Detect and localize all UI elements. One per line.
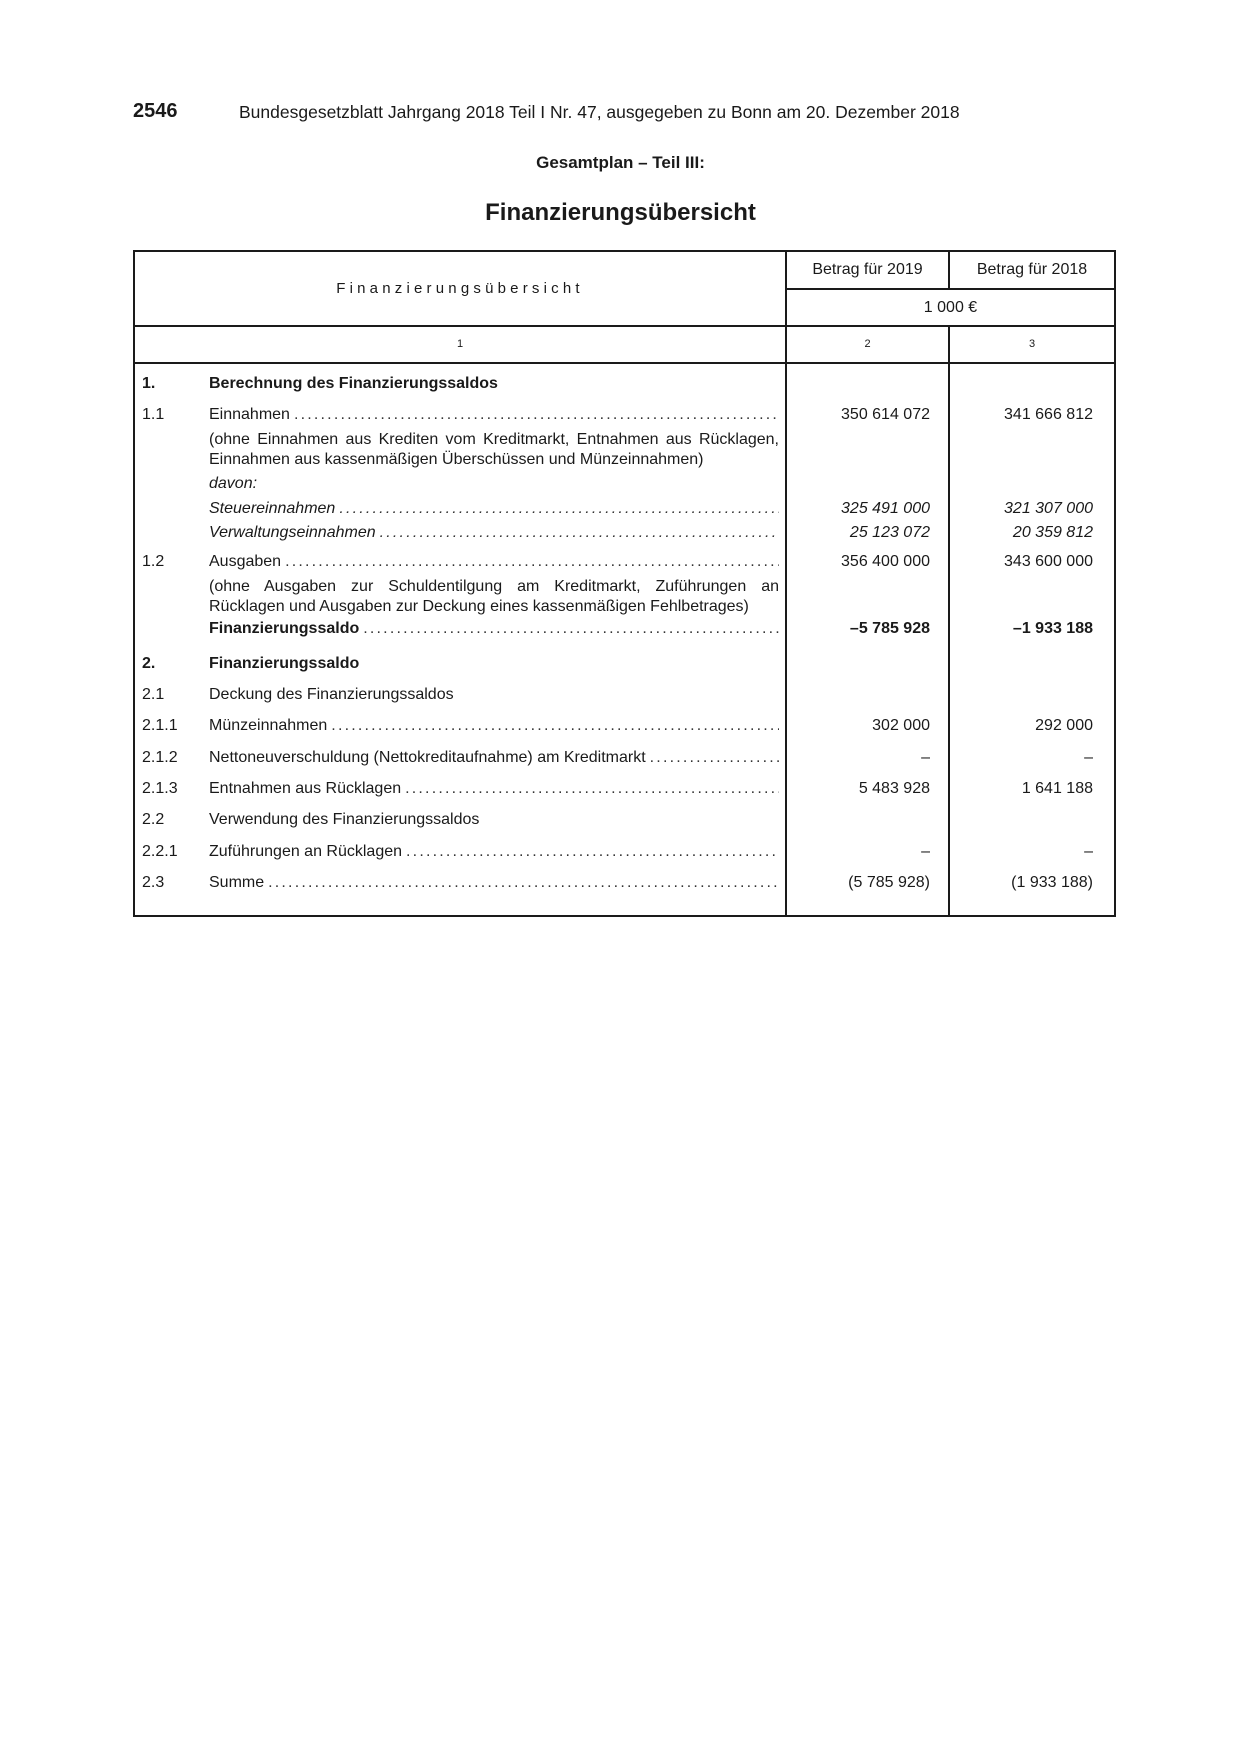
row-label: Steuereinnahmen .....	[209, 497, 779, 521]
row-note: (ohne Ausgaben zur Schuldentilgung am Kreditmarkt, Zuführungen an Rücklagen und Ausgaben zur Deckung eines kassenmäßigen Fehlbetrages)	[209, 578, 779, 615]
value-2018: 20 359 812	[1012, 524, 1093, 541]
row-label: Finanzierungssaldo	[209, 655, 360, 672]
row-number: 1.1	[142, 406, 165, 423]
page-title: Finanzierungsübersicht	[485, 199, 756, 226]
value-2019: 356 400 000	[841, 553, 930, 570]
row-number: 2.2.1	[142, 843, 178, 860]
row-label: Ausgaben .....	[209, 550, 779, 574]
page-header	[133, 100, 1113, 126]
table-row	[135, 617, 1114, 641]
value-2018: 1 641 188	[1021, 780, 1093, 797]
row-label: Münzeinnahmen .....	[209, 714, 779, 738]
table-row	[135, 714, 1114, 738]
row-number: 2.1.3	[142, 780, 178, 797]
table-row	[135, 871, 1114, 895]
table-row	[135, 808, 1114, 832]
value-2019: (5 785 928)	[848, 874, 930, 891]
value-2019: –5 785 928	[849, 620, 930, 637]
financing-table	[133, 250, 1116, 917]
value-2018: 292 000	[1035, 717, 1093, 734]
section-subtitle: Gesamtplan – Teil III:	[536, 153, 705, 172]
value-2019: 325 491 000	[841, 500, 930, 517]
table-row	[135, 777, 1114, 801]
row-label: Deckung des Finanzierungssaldos	[209, 686, 454, 703]
row-number: 2.1	[142, 686, 165, 703]
row-number: 2.3	[142, 874, 165, 891]
row-label: Nettoneuverschuldung (Nettokreditaufnahme) am Kreditmarkt .....	[209, 746, 779, 770]
row-label: Finanzierungssaldo .....	[209, 617, 779, 641]
col2-header: Betrag für 2019	[812, 261, 923, 278]
table-row	[135, 403, 1114, 427]
table-row	[135, 746, 1114, 770]
row-number: 1.2	[142, 553, 165, 570]
row-number: 1.	[142, 375, 156, 392]
col-number-1: 1	[456, 338, 464, 350]
row-label: davon:	[209, 475, 258, 492]
value-2019: 25 123 072	[849, 524, 930, 541]
row-label: Berechnung des Finanzierungssaldos	[209, 375, 498, 392]
value-2019: –	[921, 843, 930, 860]
page-number: 2546	[133, 100, 178, 122]
value-2019: –	[921, 749, 930, 766]
gazette-line: Bundesgesetzblatt Jahrgang 2018 Teil I Nr. 47, ausgegeben zu Bonn am 20. Dezember 2018	[239, 102, 960, 122]
table-row	[135, 497, 1114, 521]
value-2018: –	[1084, 843, 1093, 860]
value-2018: 341 666 812	[1004, 406, 1093, 423]
row-number: 2.1.2	[142, 749, 178, 766]
row-number: 2.1.1	[142, 717, 178, 734]
col-number-2: 2	[864, 338, 871, 350]
row-label: Zuführungen an Rücklagen .....	[209, 840, 779, 864]
row-number: 2.	[142, 655, 156, 672]
row-label: Einnahmen .....	[209, 403, 779, 427]
value-2018: –	[1084, 749, 1093, 766]
row-label: Verwaltungseinnahmen .....	[209, 521, 779, 545]
col-number-3: 3	[1028, 338, 1036, 350]
row-label: Entnahmen aus Rücklagen .....	[209, 777, 779, 801]
row-label: Verwendung des Finanzierungssaldos	[209, 811, 480, 828]
row-note: (ohne Einnahmen aus Krediten vom Kreditmarkt, Entnahmen aus Rücklagen, Einnahmen aus kassenmäßigen Überschüssen und Münzeinnahmen)	[209, 431, 779, 468]
table-row	[135, 683, 1114, 707]
col1-header: Finanzierungsübersicht	[336, 280, 584, 297]
table-row	[135, 840, 1114, 864]
colnum-divider	[135, 362, 1114, 364]
table-row	[135, 521, 1114, 545]
value-2018: –1 933 188	[1012, 620, 1093, 637]
unit-label: 1 000 €	[923, 298, 978, 316]
value-2018: 321 307 000	[1004, 500, 1093, 517]
value-2018: 343 600 000	[1004, 553, 1093, 570]
value-2019: 5 483 928	[858, 780, 930, 797]
row-label: Summe .....	[209, 871, 779, 895]
value-2018: (1 933 188)	[1011, 874, 1093, 891]
table-row	[135, 652, 1114, 676]
value-2019: 302 000	[872, 717, 930, 734]
table-row	[135, 372, 1114, 396]
table-row	[135, 550, 1114, 574]
col3-header: Betrag für 2018	[976, 261, 1088, 278]
value-2019: 350 614 072	[841, 406, 930, 423]
header-divider	[135, 325, 1114, 327]
table-row	[135, 472, 1114, 496]
row-number: 2.2	[142, 811, 165, 828]
